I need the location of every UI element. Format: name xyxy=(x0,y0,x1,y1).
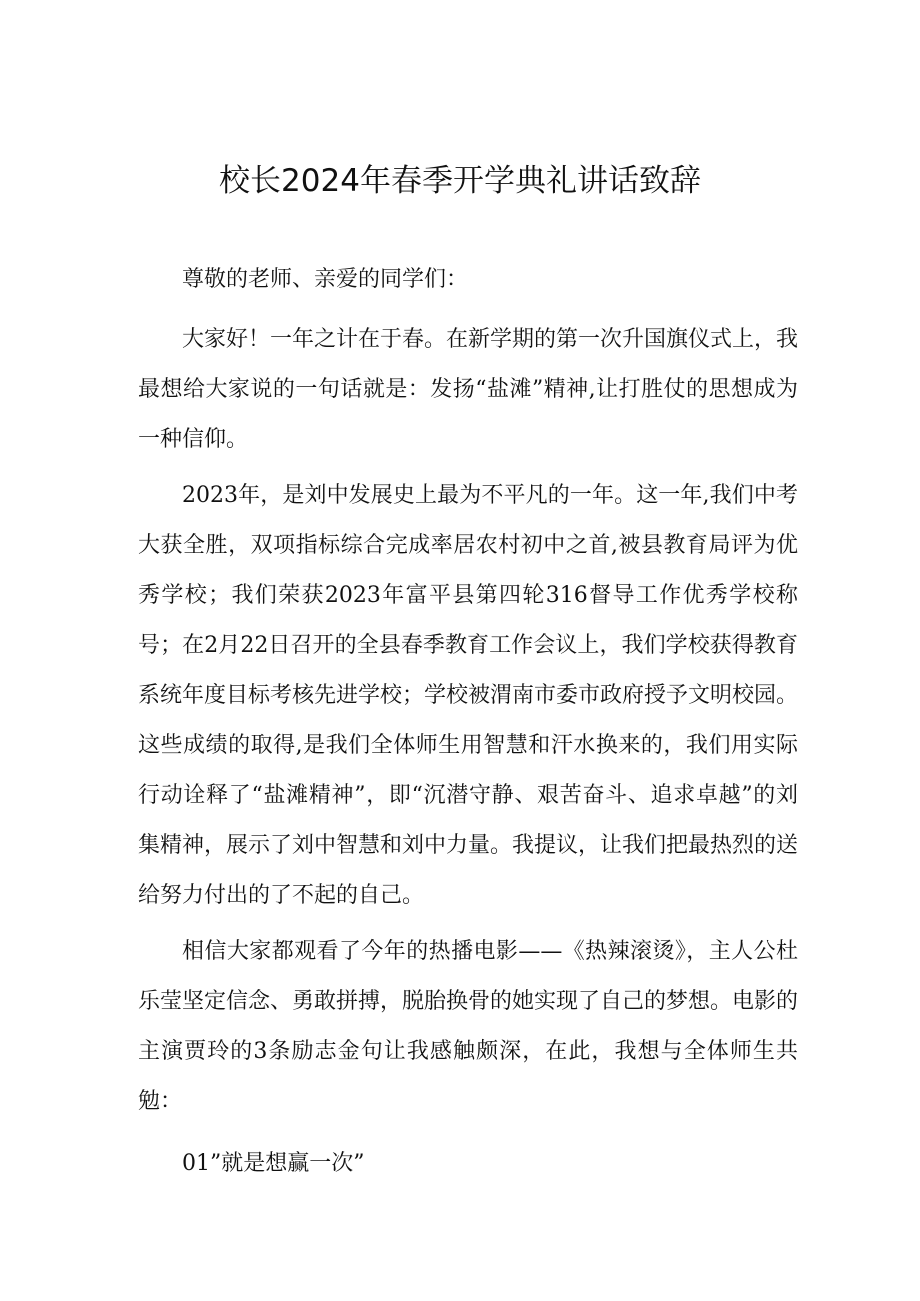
paragraph-movie: 相信大家都观看了今年的热播电影——《热辣滚烫》，主人公杜乐莹坚定信念、勇敢拼搏，脱胎换骨的她实现了自己的梦想。电影的主演贾玲的3条励志金句让我感触颇深，在此，我想与全体师生共勉： xyxy=(138,939,799,1114)
document-title: 校长2024年春季开学典礼讲话致辞 xyxy=(219,163,701,199)
paragraph-greeting: 大家好！一年之计在于春。在新学期的第一次升国旗仪式上，我最想给大家说的一句话就是：发扬“盐滩”精神,让打胜仗的思想成为一种信仰。 xyxy=(138,327,799,452)
salutation: 尊敬的老师、亲爱的同学们： xyxy=(182,267,469,292)
paragraph-achievements: 2023年，是刘中发展史上最为不平凡的一年。这一年,我们中考大获全胜，双项指标综合完成率居农村初中之首,被县教育局评为优秀学校；我们荣获2023年富平县第四轮316督导工作优秀学校称号；在2月22日召开的全县春季教育工作会议上，我们学校获得教育系统年度目标考核先进学校；学校被渭南市委市政府授予文明校园。这些成绩的取得,是我们全体师生用智慧和汗水换来的，我们用实际行动诠释了“盐滩精神”，即“沉潜守静、艰苦奋斗、追求卓越”的刘集精神，展示了刘中智慧和刘中力量。我提议，让我们把最热烈的送给努力付出的了不起的自己。 xyxy=(138,483,799,908)
quote-item-1: 01”就是想赢一次” xyxy=(182,1151,365,1176)
document-body xyxy=(138,255,798,1189)
